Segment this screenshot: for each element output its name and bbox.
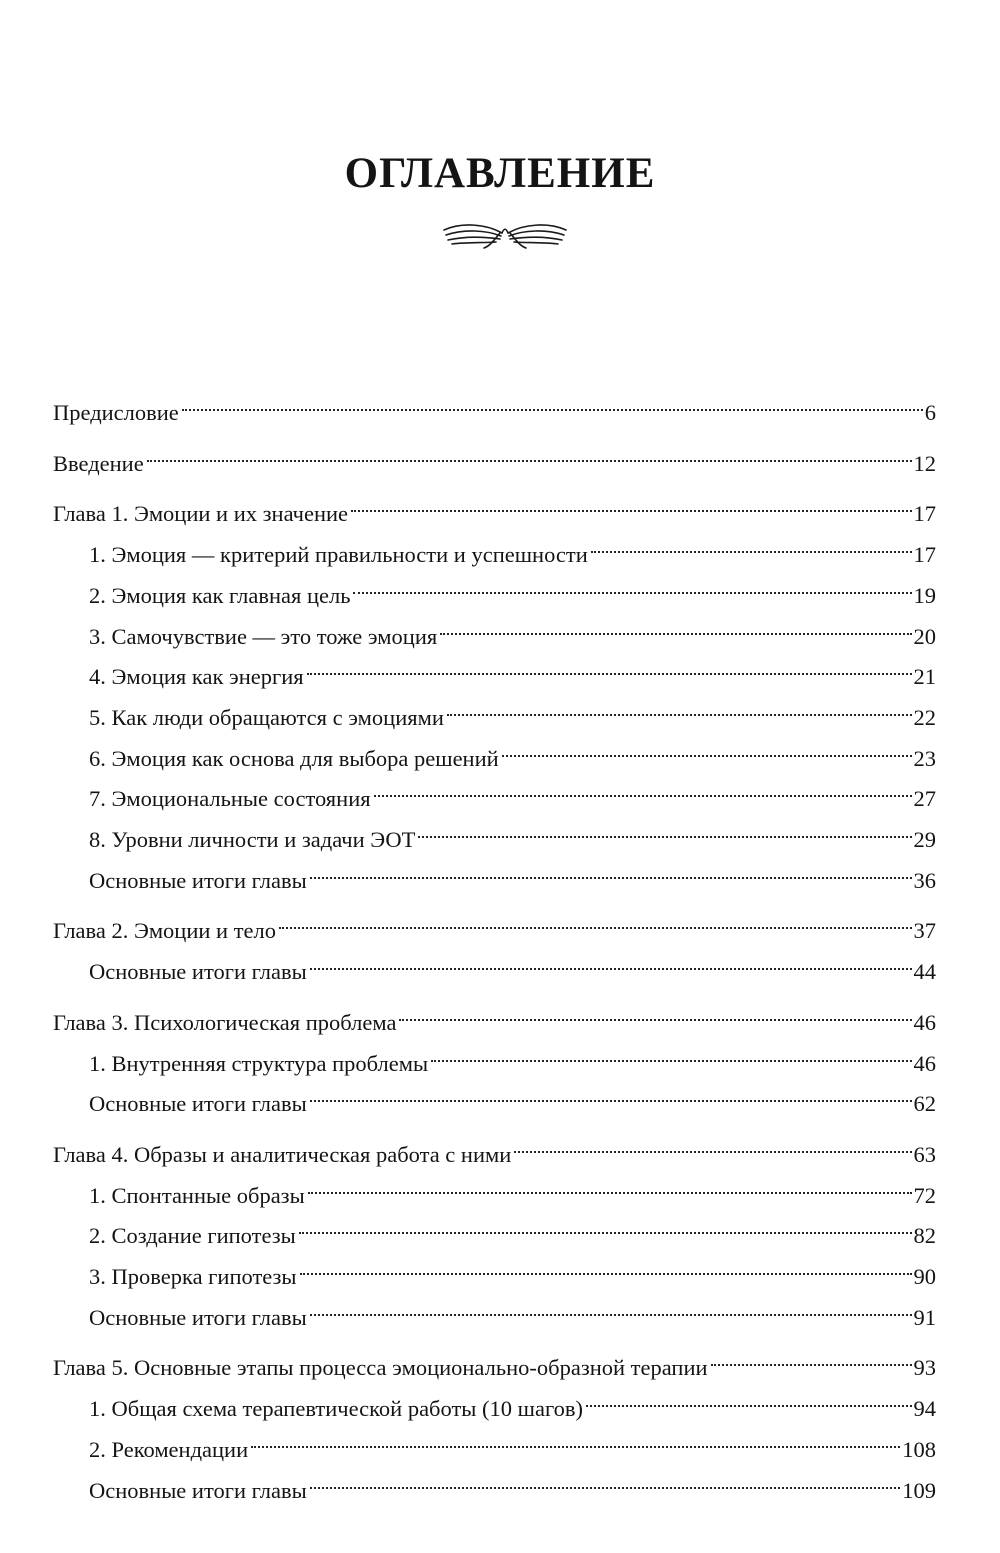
- dot-leader: [514, 1128, 911, 1162]
- toc-section-entry: [89, 1423, 936, 1462]
- dot-leader: [711, 1341, 912, 1375]
- entry-title: Основные итоги главы: [89, 868, 307, 893]
- entry-title: 6. Эмоция как основа для выбора решений: [89, 746, 499, 771]
- entry-page-number: 46: [913, 1010, 936, 1035]
- toc-section-entry: [89, 1169, 936, 1208]
- dot-leader: [310, 854, 912, 888]
- entry-title: Глава 4. Образы и аналитическая работа с ними: [53, 1142, 512, 1167]
- entry-title: Основные итоги главы: [89, 1305, 307, 1330]
- toc-chapter-entry: [53, 904, 936, 943]
- toc-section-entry: [89, 1382, 936, 1421]
- dot-leader: [310, 1077, 912, 1111]
- toc-section-entry: [89, 1250, 936, 1289]
- dot-leader: [431, 1037, 911, 1071]
- dot-leader: [300, 1250, 912, 1284]
- toc-section-entry: [89, 945, 936, 984]
- entry-title: Введение: [53, 451, 144, 476]
- entry-page-number: 6: [924, 400, 936, 425]
- toc-section-entry: [89, 854, 936, 893]
- entry-page-number: 23: [913, 746, 936, 771]
- entry-title: 1. Общая схема терапевтической работы (10 шагов): [89, 1396, 584, 1421]
- entry-page-number: 20: [913, 624, 936, 649]
- dot-leader: [418, 813, 911, 847]
- entry-page-number: 109: [902, 1478, 936, 1503]
- entry-page-number: 19: [913, 583, 936, 608]
- toc-section-entry: [89, 610, 936, 649]
- entry-title: 2. Создание гипотезы: [89, 1223, 296, 1248]
- toc-section-entry: [89, 813, 936, 852]
- entry-page-number: 63: [913, 1142, 936, 1167]
- entry-page-number: 17: [913, 542, 936, 567]
- toc-section-entry: [89, 1077, 936, 1116]
- dot-leader: [307, 650, 912, 684]
- entry-page-number: 37: [913, 918, 936, 943]
- entry-page-number: 27: [913, 786, 936, 811]
- entry-title: 1. Спонтанные образы: [89, 1183, 305, 1208]
- dot-leader: [502, 732, 912, 766]
- entry-title: 3. Самочувствие — это тоже эмоция: [89, 624, 438, 649]
- entry-page-number: 62: [913, 1091, 936, 1116]
- toc-section-entry: [89, 1209, 936, 1248]
- dot-leader: [440, 610, 911, 644]
- entry-page-number: 93: [913, 1355, 936, 1380]
- dot-leader: [182, 386, 923, 420]
- dot-leader: [308, 1169, 912, 1203]
- toc-section-entry: [89, 691, 936, 730]
- entry-page-number: 22: [913, 705, 936, 730]
- toc-section-entry: [89, 732, 936, 771]
- toc-section-entry: [89, 528, 936, 567]
- toc-chapter-entry: [53, 1128, 936, 1167]
- entry-page-number: 94: [913, 1396, 936, 1421]
- entry-title: Глава 2. Эмоции и тело: [53, 918, 277, 943]
- entry-page-number: 108: [902, 1437, 936, 1462]
- dot-leader: [147, 437, 912, 471]
- entry-title: Основные итоги главы: [89, 1478, 307, 1503]
- toc-section-entry: [89, 650, 936, 689]
- dot-leader: [374, 772, 912, 806]
- entry-page-number: 46: [913, 1051, 936, 1076]
- toc-chapter-entry: [53, 1341, 936, 1380]
- entry-page-number: 90: [913, 1264, 936, 1289]
- toc-section-entry: [89, 772, 936, 811]
- dot-leader: [310, 1291, 912, 1325]
- dot-leader: [251, 1423, 900, 1457]
- toc-section-entry: [89, 569, 936, 608]
- entry-page-number: 72: [913, 1183, 936, 1208]
- flourish-divider-icon: [438, 218, 572, 252]
- entry-title: 8. Уровни личности и задачи ЭОТ: [89, 827, 416, 852]
- dot-leader: [279, 904, 911, 938]
- dot-leader: [353, 569, 911, 603]
- toc-chapter-entry: [53, 487, 936, 526]
- entry-page-number: 36: [913, 868, 936, 893]
- entry-title: Глава 3. Психологическая проблема: [53, 1010, 397, 1035]
- dot-leader: [310, 945, 912, 979]
- entry-page-number: 21: [913, 664, 936, 689]
- toc-chapter-entry: [53, 996, 936, 1035]
- entry-page-number: 82: [913, 1223, 936, 1248]
- dot-leader: [310, 1464, 901, 1498]
- entry-title: 3. Проверка гипотезы: [89, 1264, 297, 1289]
- entry-title: 2. Рекомендации: [89, 1437, 249, 1462]
- dot-leader: [351, 487, 911, 521]
- entry-page-number: 91: [913, 1305, 936, 1330]
- entry-title: 4. Эмоция как энергия: [89, 664, 304, 689]
- entry-title: Предисловие: [53, 400, 179, 425]
- page-title: ОГЛАВЛЕНИЕ: [344, 149, 656, 197]
- toc-chapter-entry: [53, 437, 936, 476]
- entry-title: 1. Эмоция — критерий правильности и успешности: [89, 542, 588, 567]
- toc-section-entry: [89, 1464, 936, 1503]
- entry-page-number: 29: [913, 827, 936, 852]
- dot-leader: [447, 691, 912, 725]
- toc-chapter-entry: [53, 386, 936, 425]
- entry-page-number: 44: [913, 959, 936, 984]
- entry-title: 5. Как люди обращаются с эмоциями: [89, 705, 444, 730]
- entry-page-number: 17: [913, 501, 936, 526]
- entry-title: Основные итоги главы: [89, 1091, 307, 1116]
- entry-title: 1. Внутренняя структура проблемы: [89, 1051, 429, 1076]
- dot-leader: [586, 1382, 911, 1416]
- entry-title: Глава 5. Основные этапы процесса эмоционально-образной терапии: [53, 1355, 708, 1380]
- entry-title: Глава 1. Эмоции и их значение: [53, 501, 349, 526]
- entry-title: Основные итоги главы: [89, 959, 307, 984]
- dot-leader: [399, 996, 911, 1030]
- entry-title: 7. Эмоциональные состояния: [89, 786, 371, 811]
- toc-section-entry: [89, 1037, 936, 1076]
- entry-title: 2. Эмоция как главная цель: [89, 583, 351, 608]
- dot-leader: [299, 1209, 912, 1243]
- toc-section-entry: [89, 1291, 936, 1330]
- dot-leader: [591, 528, 912, 562]
- entry-page-number: 12: [913, 451, 936, 476]
